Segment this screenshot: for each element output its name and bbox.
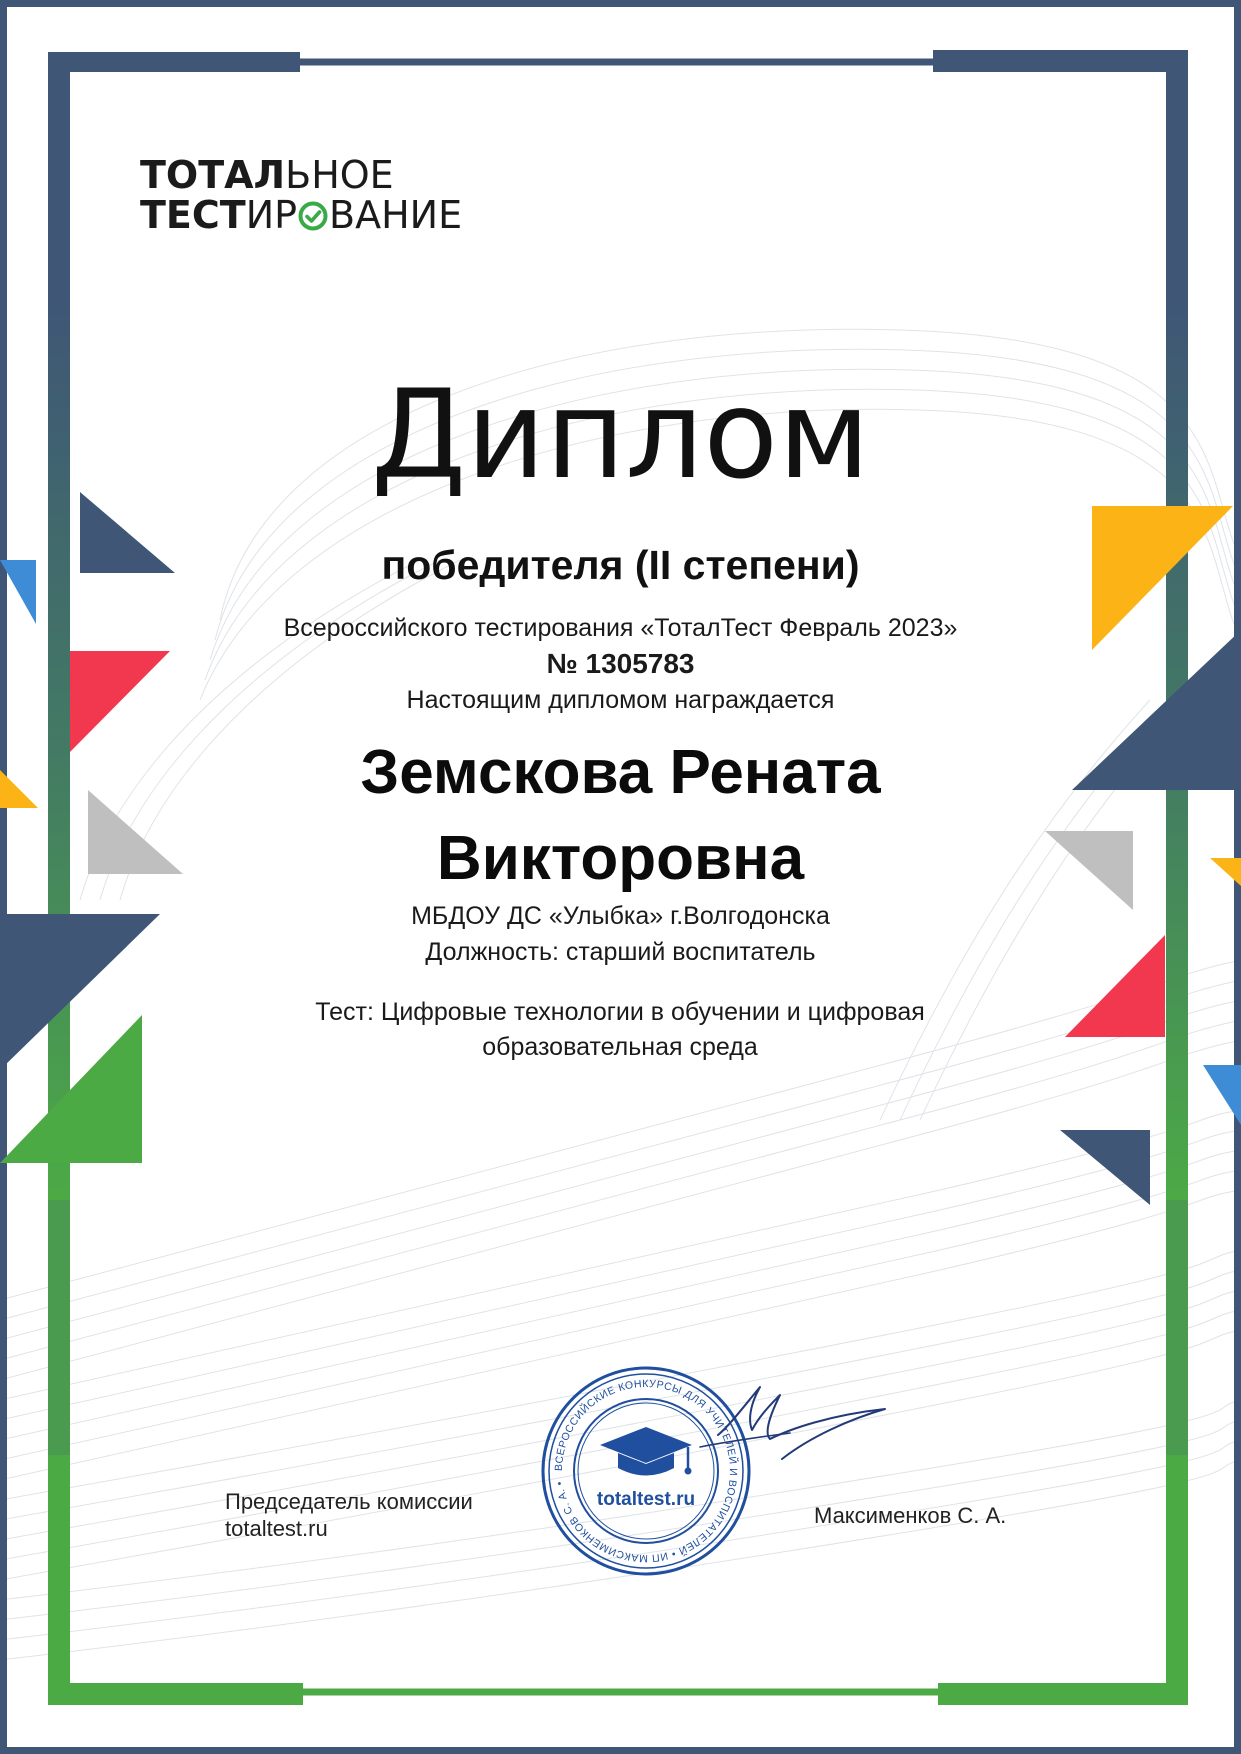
diploma-number: № 1305783: [546, 648, 695, 679]
test-name-line-1: Тест: Цифровые технологии в обучении и цифровая: [315, 998, 925, 1026]
graduation-cap-icon: [600, 1427, 692, 1476]
logo-text-1: ЬНОЕ: [285, 153, 394, 197]
logo-text-bold-1: ТОТАЛ: [140, 153, 286, 197]
recipient-name-line-1: Земскова Рената: [360, 738, 881, 807]
logo-text-3: ВАНИЕ: [329, 193, 463, 237]
logo-text-2: ИР: [245, 193, 298, 237]
chair-title: Председатель комиссии: [225, 1489, 473, 1514]
test-name-line-2: образовательная среда: [482, 1033, 758, 1061]
logo: [140, 155, 540, 245]
check-circle-icon: [297, 200, 329, 232]
signer-name: Максименков С. А.: [814, 1503, 1007, 1528]
diploma-subtitle: победителя (II степени): [381, 542, 860, 588]
recipient-name-line-2: Викторовна: [436, 824, 805, 893]
chair-site: totaltest.ru: [225, 1516, 328, 1541]
chair-block: [225, 1488, 473, 1542]
diploma-title: Диплом: [370, 364, 871, 506]
organization: МБДОУ ДС «Улыбка» г.Волгодонска: [411, 902, 830, 930]
stamp-center-text: totaltest.ru: [596, 1489, 696, 1510]
logo-text-bold-2: ТЕСТ: [140, 193, 246, 237]
position: Должность: старший воспитатель: [425, 938, 816, 966]
test-name: [270, 995, 970, 1065]
logo-line-2: [140, 195, 540, 235]
recipient-name: [0, 730, 1241, 902]
stamp-ring-text: ВСЕРОССИЙСКИЕ КОНКУРСЫ ДЛЯ УЧИТЕЛЕЙ И ВОСПИТАТЕЛЕЙ • ИП МАКСИМЕНКОВ С. А. •: [552, 1377, 740, 1565]
event-name: Всероссийского тестирования «ТоталТест Февраль 2023»: [283, 614, 958, 642]
awarded-text: Настоящим дипломом награждается: [406, 686, 835, 714]
logo-line-1: [140, 155, 540, 195]
handwritten-signature: [690, 1375, 890, 1485]
